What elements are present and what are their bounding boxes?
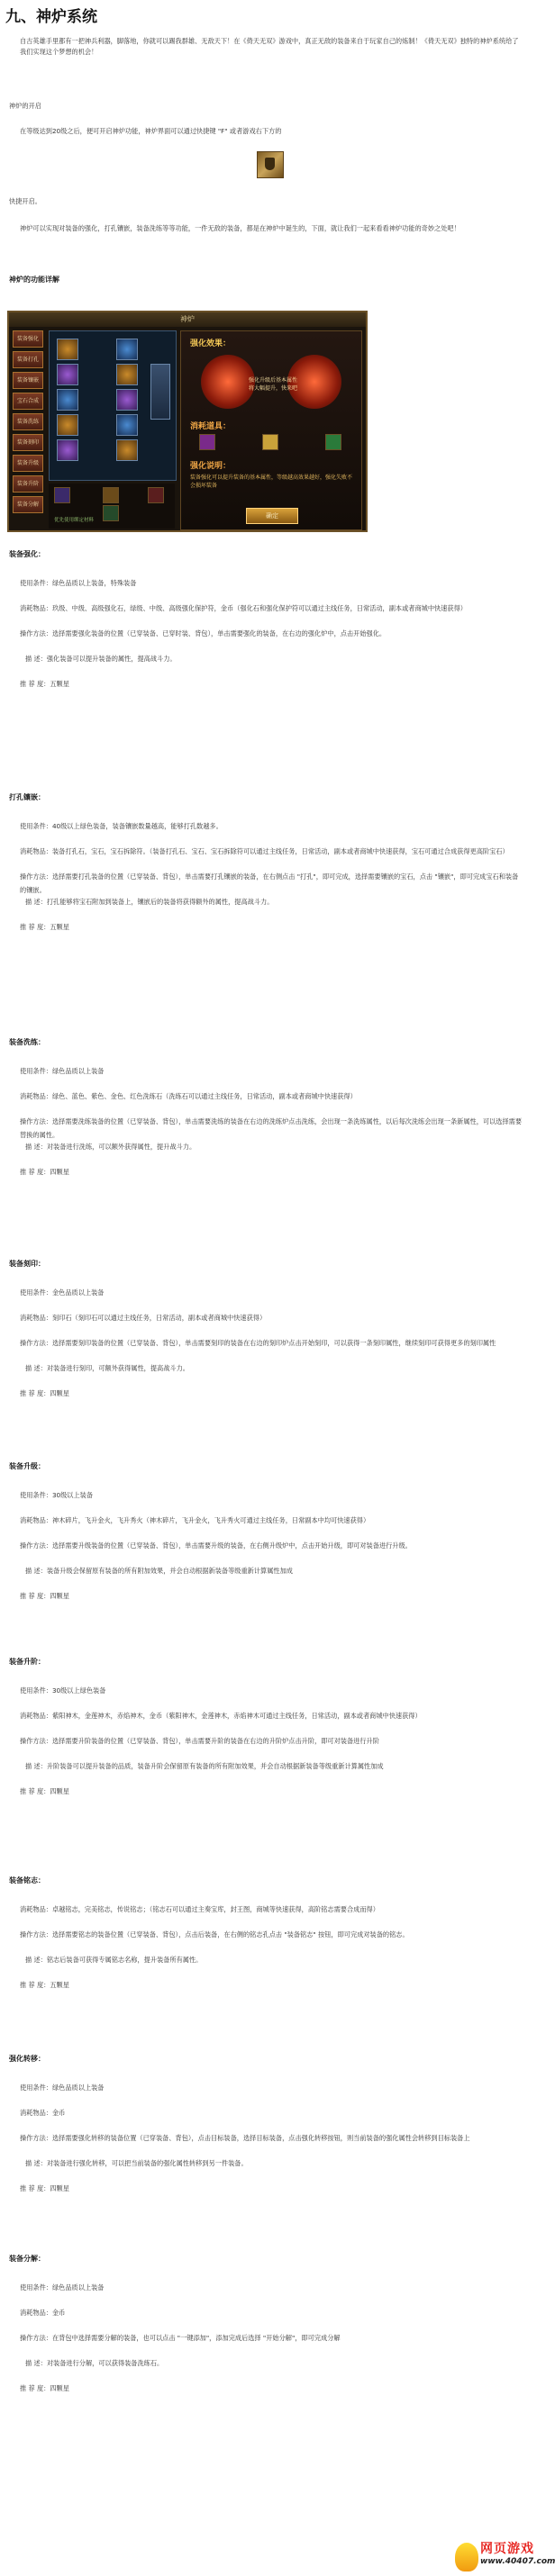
- section-heading: 装备铭志：: [9, 1876, 45, 1885]
- consume-item[interactable]: [262, 434, 278, 450]
- section-line: 推 荐 度：四颗星: [20, 2384, 69, 2392]
- section-line: 推 荐 度：五颗星: [20, 1981, 69, 1989]
- section-line: 操作方法：选择需要升级装备的位置（已穿装备、背包），单击需要升级的装备，在右侧升级炉中，点击开始升级，即可对装备进行升级。: [20, 1541, 412, 1550]
- panel-desc-title: 强化说明：: [190, 462, 232, 471]
- consume-item[interactable]: [325, 434, 341, 450]
- section-line: 操作方法：选择需要铭志的装备位置（已穿装备、背包），点击后装备，在右侧的铭志孔点击 "装备铭志" 按钮，即可完成对装备的铭志。: [20, 1930, 409, 1939]
- shot-tab-5[interactable]: 装备刻印: [13, 434, 43, 451]
- section-line: 使用条件：绿色品质以上装备: [20, 1067, 105, 1075]
- shenlu-screenshot: [7, 311, 368, 532]
- section-line: 消耗物品：金币: [20, 2309, 66, 2317]
- section-line: 使用条件：绿色品质以上装备，特殊装备: [20, 579, 137, 587]
- material-slot[interactable]: [148, 487, 164, 503]
- section-line: 推 荐 度：四颗星: [20, 1168, 69, 1176]
- section-line: 推 荐 度：四颗星: [20, 1592, 69, 1600]
- section-line: 描 述：强化装备可以提升装备的属性，提高战斗力。: [25, 655, 177, 663]
- logo-name: 网页游戏: [480, 2542, 534, 2556]
- site-logo: [455, 2537, 555, 2575]
- shot-tab-4[interactable]: 装备洗练: [13, 413, 43, 430]
- section-heading: 装备刻印：: [9, 1260, 45, 1268]
- section-line: 使用条件：绿色品质以上装备: [20, 2283, 105, 2291]
- section-heading: 装备洗练：: [9, 1038, 45, 1046]
- section-line: 推 荐 度：四颗星: [20, 1787, 69, 1795]
- section-line: 消耗物品：刻印石（刻印石可以通过主线任务，日常活动，副本或者商城中快速获得）: [20, 1314, 267, 1322]
- section-line: 操作方法：选择需要强化装备的位置（已穿装备、已穿时装、背包），单击需要强化的装备，在右边的强化炉中，点击开始强化。: [20, 629, 387, 637]
- open-heading: 神炉的开启: [9, 102, 41, 110]
- open-text: 在等级达到20级之后，便可开启神炉功能，神炉界面可以通过快捷键 "F" 或者游戏右下方的: [20, 127, 282, 135]
- panel-desc-text: 装备强化可以提升装备的基本属性，等级越高效果越好，强化失败不会损坏装备: [190, 475, 353, 489]
- panel-caption: 强化升级后基本属性 将大幅提升，快来吧: [248, 377, 297, 392]
- material-slot[interactable]: [54, 487, 70, 503]
- shot-tab-0[interactable]: 装备强化: [13, 330, 43, 348]
- section-line: 操作方法：选择需要洗练装备的位置（已穿装备、背包），单击需要洗练的装备在右边的洗练炉点击洗练，会出现一条洗练属性，以后每次洗练会出现一条新属性，可以选择需要替换的属性。: [20, 1117, 523, 1139]
- section-line: 使用条件：40级以上绿色装备，装备镶嵌数量越高，能够打孔数越多。: [20, 822, 223, 830]
- shot-equip-panel: [49, 330, 177, 481]
- intro-paragraph: 自古英雄手里都有一把神兵利器，脚落地，你就可以踢我群雄、无敌天下！在《倚天无双》游戏中，真正无敌的装备来自于玩家自己的炼制！《倚天无双》独特的神炉系统给了我们实现这个梦想的机会！: [20, 37, 519, 56]
- section-line: 使用条件：30级以上装备: [20, 1491, 94, 1499]
- open-text-2: 快捷开启。: [9, 197, 41, 205]
- section-heading: 强化转移：: [9, 2055, 45, 2063]
- section-heading: 装备强化：: [9, 550, 45, 558]
- section-heading: 打孔镶嵌：: [9, 793, 45, 801]
- function-heading: 神炉的功能详解: [9, 276, 59, 284]
- section-line: 操作方法：在背包中选择需要分解的装备，也可以点击 "一键添加"，添加完成后选择 "开始分解"，即可完成分解: [20, 2334, 341, 2342]
- equip-slot[interactable]: [116, 439, 138, 461]
- section-line: 描 述：铭志后装备可获得专属铭志名称，提升装备所有属性。: [25, 1956, 203, 1964]
- section-line: 描 述：对装备进行洗练，可以额外获得属性，提升战斗力。: [25, 1143, 196, 1151]
- character-figure: [150, 364, 170, 420]
- mascot-icon: [455, 2543, 478, 2571]
- shot-side-tabs: [13, 330, 43, 517]
- shot-tab-2[interactable]: 装备镶嵌: [13, 372, 43, 389]
- shot-window-title: 神炉: [9, 312, 366, 327]
- section-line: 操作方法：选择需要强化转移的装备位置（已穿装备、背包），点击目标装备，选择目标装备，点击强化转移按钮，则当前装备的强化属性会转移到目标装备上: [20, 2134, 470, 2142]
- shot-tab-1[interactable]: 装备打孔: [13, 351, 43, 368]
- shot-tab-8[interactable]: 装备分解: [13, 496, 43, 513]
- equip-slot[interactable]: [116, 414, 138, 436]
- section-line: 操作方法：选择需要刻印装备的位置（已穿装备、背包），单击需要刻印的装备在右边的刻印炉点击开始刻印，可以获得一条刻印属性，继续刻印可获得更多的刻印属性: [20, 1339, 496, 1347]
- logo-url: www.40407.com: [480, 2557, 555, 2566]
- section-line: 推 荐 度：四颗星: [20, 1389, 69, 1397]
- section-heading: 装备分解：: [9, 2255, 45, 2263]
- material-slot[interactable]: [103, 505, 119, 521]
- section-line: 使用条件：绿色品质以上装备: [20, 2083, 105, 2092]
- section-line: 使用条件：金色品质以上装备: [20, 1288, 105, 1297]
- panel-title: 强化效果：: [190, 339, 232, 348]
- panel-consume: 消耗道具：: [190, 422, 232, 431]
- shot-tab-3[interactable]: 宝石合成: [13, 393, 43, 410]
- section-heading: 装备升级：: [9, 1462, 45, 1470]
- section-line: 使用条件：30级以上绿色装备: [20, 1686, 106, 1695]
- shenlu-shortcut-icon[interactable]: [257, 151, 284, 178]
- section-heading: 装备升阶：: [9, 1658, 45, 1666]
- equip-slot[interactable]: [57, 414, 78, 436]
- section-line: 推 荐 度：五颗星: [20, 923, 69, 931]
- section-line: 推 荐 度：四颗星: [20, 2184, 69, 2192]
- material-slot[interactable]: [103, 487, 119, 503]
- equip-slot[interactable]: [116, 364, 138, 385]
- page-title: 九、神炉系统: [5, 8, 97, 26]
- section-line: 推 荐 度：五颗星: [20, 680, 69, 688]
- section-line: 操作方法：选择需要升阶装备的位置（已穿装备、背包），单击需要升阶的装备在右边的升阶炉点击升阶，即可对装备进行升阶: [20, 1737, 379, 1745]
- section-line: 消耗物品：神木碎片，飞升金火，飞升秀火（神木碎片，飞升金火，飞升秀火可通过主线任务，日常副本中均可快速获得）: [20, 1516, 370, 1524]
- shot-tab-6[interactable]: 装备升级: [13, 455, 43, 472]
- shot-right-panel: [180, 330, 362, 530]
- section-line: 消耗物品：金币: [20, 2109, 66, 2117]
- section-line: 描 述：对装备进行强化转移，可以把当前装备的强化属性转移到另一件装备。: [25, 2159, 248, 2167]
- consume-item[interactable]: [199, 434, 215, 450]
- section-line: 描 述：升阶装备可以提升装备的品质，装备升阶会保留原有装备的所有附加效果，并会自动根据新装备等级重新计算属性加成: [25, 1762, 384, 1770]
- equip-slot[interactable]: [116, 389, 138, 411]
- section-line: 消耗物品：卓越铭志，完美铭志，传说铭志；（铭志石可以通过主奏宝库，封王图，商城等快速获得，高阶铭志需要合成而得）: [20, 1905, 379, 1913]
- equip-slot[interactable]: [57, 439, 78, 461]
- section-line: 消耗物品：玖级、中级、高级强化石，绿级、中级、高级强化保护符，金币（强化石和强化保护符可以通过主线任务，日常活动，副本或者商城中快速获得）: [20, 604, 467, 612]
- confirm-button[interactable]: 确定: [246, 508, 298, 524]
- equip-slot[interactable]: [57, 339, 78, 360]
- section-line: 消耗物品：紫阳神木，金莲神木，赤焰神木，金币（紫阳神木，金莲神木，赤焰神木可通过主线任务，日常活动，副本或者商城中快速获得）: [20, 1712, 422, 1720]
- equip-slot[interactable]: [116, 339, 138, 360]
- shot-bottom-tools: [49, 484, 175, 529]
- section-line: 描 述：装备升级会保留原有装备的所有附加效果，并会自动根据新装备等级重新计算属性加成: [25, 1567, 293, 1575]
- function-paragraph: 神炉可以实现对装备的强化，打孔镶嵌，装备洗练等等功能，一件无敌的装备，都是在神炉中诞生的，下面，就让我们一起来看看神炉功能的奇妙之处吧！: [20, 224, 460, 232]
- equip-slot[interactable]: [57, 389, 78, 411]
- section-line: 描 述：对装备进行分解，可以获得装备洗练石。: [25, 2359, 164, 2367]
- section-line: 操作方法：选择需要打孔装备的位置（已穿装备、背包），单击需要打孔镶嵌的装备，在右侧点击 "打孔"，即可完成，选择需要镶嵌的宝石，点击 "镶嵌"，即可完成宝石和装备的镶嵌。: [20, 872, 519, 894]
- section-line: 描 述：对装备进行刻印，可额外获得属性，提高战斗力。: [25, 1364, 189, 1372]
- equip-slot[interactable]: [57, 364, 78, 385]
- shot-tab-7[interactable]: 装备升阶: [13, 475, 43, 493]
- section-line: 消耗物品：绿色、蓝色、紫色、金色、红色洗练石（洗练石可以通过主线任务，日常活动，副本或者商城中快速获得）: [20, 1092, 357, 1100]
- bind-material-check[interactable]: 优先使用绑定材料: [54, 518, 95, 523]
- section-line: 描 述：打孔能够将宝石附加到装备上，镶嵌后的装备将获得额外的属性，提高战斗力。: [25, 898, 274, 906]
- section-line: 消耗物品：装备打孔石，宝石，宝石拆除符。（装备打孔石、宝石、宝石拆除符可以通过主线任务，日常活动，副本或者商城中快速获得，宝石可通过合成获得更高阶宝石）: [20, 847, 509, 855]
